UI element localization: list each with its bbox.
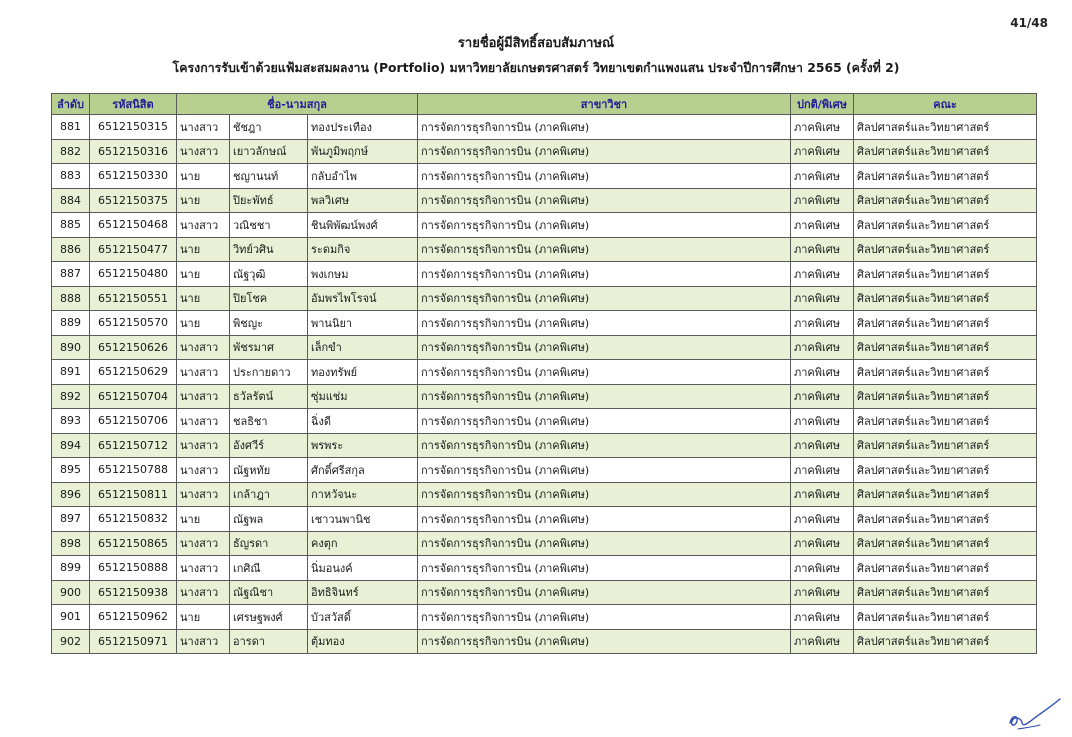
name-prefix-cell: นางสาว — [177, 335, 230, 360]
row-number-cell: 898 — [52, 531, 90, 556]
study-type-cell: ภาคพิเศษ — [791, 409, 854, 434]
program-cell: การจัดการธุรกิจการบิน (ภาคพิเศษ) — [418, 605, 791, 630]
row-number-cell: 886 — [52, 237, 90, 262]
name-prefix-cell: นาย — [177, 262, 230, 287]
last-name-cell: ชินพิพัฒน์พงศ์ — [308, 213, 418, 238]
name-prefix-cell: นาย — [177, 286, 230, 311]
first-name-cell: อารดา — [230, 629, 308, 654]
program-cell: การจัดการธุรกิจการบิน (ภาคพิเศษ) — [418, 115, 791, 140]
study-type-cell: ภาคพิเศษ — [791, 262, 854, 287]
student-id-cell: 6512150570 — [90, 311, 177, 336]
row-number-cell: 887 — [52, 262, 90, 287]
row-number-cell: 894 — [52, 433, 90, 458]
program-cell: การจัดการธุรกิจการบิน (ภาคพิเศษ) — [418, 629, 791, 654]
row-number-cell: 889 — [52, 311, 90, 336]
first-name-cell: วิทย์วศิน — [230, 237, 308, 262]
study-type-cell: ภาคพิเศษ — [791, 188, 854, 213]
study-type-cell: ภาคพิเศษ — [791, 164, 854, 189]
student-id-cell: 6512150629 — [90, 360, 177, 385]
study-type-cell: ภาคพิเศษ — [791, 115, 854, 140]
header-faculty: คณะ — [854, 94, 1037, 115]
faculty-cell: ศิลปศาสตร์และวิทยาศาสตร์ — [854, 286, 1037, 311]
first-name-cell: พัชรมาศ — [230, 335, 308, 360]
table-row — [52, 139, 1037, 164]
program-cell: การจัดการธุรกิจการบิน (ภาคพิเศษ) — [418, 482, 791, 507]
student-id-cell: 6512150626 — [90, 335, 177, 360]
row-number-cell: 888 — [52, 286, 90, 311]
last-name-cell: อิทธิจินทร์ — [308, 580, 418, 605]
program-cell: การจัดการธุรกิจการบิน (ภาคพิเศษ) — [418, 311, 791, 336]
row-number-cell: 895 — [52, 458, 90, 483]
last-name-cell: พงเกษม — [308, 262, 418, 287]
student-id-cell: 6512150375 — [90, 188, 177, 213]
last-name-cell: ตุ้มทอง — [308, 629, 418, 654]
study-type-cell: ภาคพิเศษ — [791, 580, 854, 605]
row-number-cell: 897 — [52, 507, 90, 532]
table-row — [52, 237, 1037, 262]
last-name-cell: กลับอำไพ — [308, 164, 418, 189]
name-prefix-cell: นาย — [177, 188, 230, 213]
faculty-cell: ศิลปศาสตร์และวิทยาศาสตร์ — [854, 605, 1037, 630]
name-prefix-cell: นาย — [177, 605, 230, 630]
first-name-cell: ชัชฎา — [230, 115, 308, 140]
student-id-cell: 6512150551 — [90, 286, 177, 311]
program-cell: การจัดการธุรกิจการบิน (ภาคพิเศษ) — [418, 458, 791, 483]
program-cell: การจัดการธุรกิจการบิน (ภาคพิเศษ) — [418, 262, 791, 287]
name-prefix-cell: นางสาว — [177, 580, 230, 605]
name-prefix-cell: นางสาว — [177, 213, 230, 238]
table-row — [52, 507, 1037, 532]
first-name-cell: ณัฐวุฒิ — [230, 262, 308, 287]
study-type-cell: ภาคพิเศษ — [791, 531, 854, 556]
name-prefix-cell: นางสาว — [177, 360, 230, 385]
study-type-cell: ภาคพิเศษ — [791, 605, 854, 630]
header-type: ปกติ/พิเศษ — [791, 94, 854, 115]
faculty-cell: ศิลปศาสตร์และวิทยาศาสตร์ — [854, 433, 1037, 458]
study-type-cell: ภาคพิเศษ — [791, 458, 854, 483]
faculty-cell: ศิลปศาสตร์และวิทยาศาสตร์ — [854, 409, 1037, 434]
header-no: ลำดับ — [52, 94, 90, 115]
name-prefix-cell: นางสาว — [177, 458, 230, 483]
student-id-cell: 6512150706 — [90, 409, 177, 434]
first-name-cell: พิชญะ — [230, 311, 308, 336]
first-name-cell: ธัญรดา — [230, 531, 308, 556]
page-number: 41/48 — [1010, 16, 1048, 30]
row-number-cell: 891 — [52, 360, 90, 385]
table-row — [52, 531, 1037, 556]
last-name-cell: คงตุก — [308, 531, 418, 556]
table-row — [52, 335, 1037, 360]
name-prefix-cell: นาย — [177, 164, 230, 189]
first-name-cell: ปิยะพัทธ์ — [230, 188, 308, 213]
row-number-cell: 899 — [52, 556, 90, 581]
last-name-cell: นิ่มอนงค์ — [308, 556, 418, 581]
study-type-cell: ภาคพิเศษ — [791, 360, 854, 385]
faculty-cell: ศิลปศาสตร์และวิทยาศาสตร์ — [854, 458, 1037, 483]
study-type-cell: ภาคพิเศษ — [791, 311, 854, 336]
name-prefix-cell: นางสาว — [177, 556, 230, 581]
row-number-cell: 885 — [52, 213, 90, 238]
last-name-cell: เล็กขำ — [308, 335, 418, 360]
first-name-cell: วณิชชา — [230, 213, 308, 238]
table-row — [52, 580, 1037, 605]
document-subtitle: โครงการรับเข้าด้วยแฟ้มสะสมผลงาน (Portfolio) มหาวิทยาลัยเกษตรศาสตร์ วิทยาเขตกำแพงแสน ประจำปีการศึกษา 2565 (ครั้งที่ 2) — [172, 60, 900, 75]
last-name-cell: กาหวัจนะ — [308, 482, 418, 507]
header-student-id: รหัสนิสิต — [90, 94, 177, 115]
faculty-cell: ศิลปศาสตร์และวิทยาศาสตร์ — [854, 213, 1037, 238]
first-name-cell: เกศิณี — [230, 556, 308, 581]
student-id-cell: 6512150832 — [90, 507, 177, 532]
table-row — [52, 605, 1037, 630]
table-row — [52, 164, 1037, 189]
name-prefix-cell: นางสาว — [177, 531, 230, 556]
name-prefix-cell: นาย — [177, 507, 230, 532]
study-type-cell: ภาคพิเศษ — [791, 629, 854, 654]
program-cell: การจัดการธุรกิจการบิน (ภาคพิเศษ) — [418, 360, 791, 385]
student-id-cell: 6512150316 — [90, 139, 177, 164]
last-name-cell: พรพระ — [308, 433, 418, 458]
study-type-cell: ภาคพิเศษ — [791, 556, 854, 581]
table-header-row — [52, 94, 1037, 115]
program-cell: การจัดการธุรกิจการบิน (ภาคพิเศษ) — [418, 286, 791, 311]
table-body — [52, 115, 1037, 654]
table-row — [52, 286, 1037, 311]
student-id-cell: 6512150788 — [90, 458, 177, 483]
faculty-cell: ศิลปศาสตร์และวิทยาศาสตร์ — [854, 531, 1037, 556]
last-name-cell: ทองทรัพย์ — [308, 360, 418, 385]
table-row — [52, 213, 1037, 238]
faculty-cell: ศิลปศาสตร์และวิทยาศาสตร์ — [854, 311, 1037, 336]
study-type-cell: ภาคพิเศษ — [791, 335, 854, 360]
first-name-cell: อังศวีร์ — [230, 433, 308, 458]
student-id-cell: 6512150330 — [90, 164, 177, 189]
last-name-cell: พลวิเศษ — [308, 188, 418, 213]
row-number-cell: 896 — [52, 482, 90, 507]
first-name-cell: ปิยโชค — [230, 286, 308, 311]
table-row — [52, 629, 1037, 654]
student-id-cell: 6512150938 — [90, 580, 177, 605]
row-number-cell: 892 — [52, 384, 90, 409]
table-row — [52, 262, 1037, 287]
name-prefix-cell: นางสาว — [177, 409, 230, 434]
student-id-cell: 6512150962 — [90, 605, 177, 630]
faculty-cell: ศิลปศาสตร์และวิทยาศาสตร์ — [854, 164, 1037, 189]
student-id-cell: 6512150480 — [90, 262, 177, 287]
program-cell: การจัดการธุรกิจการบิน (ภาคพิเศษ) — [418, 384, 791, 409]
name-prefix-cell: นางสาว — [177, 482, 230, 507]
row-number-cell: 893 — [52, 409, 90, 434]
first-name-cell: ประกายดาว — [230, 360, 308, 385]
program-cell: การจัดการธุรกิจการบิน (ภาคพิเศษ) — [418, 164, 791, 189]
first-name-cell: ณัฐพล — [230, 507, 308, 532]
table-row — [52, 115, 1037, 140]
study-type-cell: ภาคพิเศษ — [791, 213, 854, 238]
last-name-cell: เชาวนพานิช — [308, 507, 418, 532]
row-number-cell: 883 — [52, 164, 90, 189]
program-cell: การจัดการธุรกิจการบิน (ภาคพิเศษ) — [418, 213, 791, 238]
row-number-cell: 900 — [52, 580, 90, 605]
first-name-cell: ชญานนท์ — [230, 164, 308, 189]
header-program: สาขาวิชา — [418, 94, 791, 115]
table-row — [52, 311, 1037, 336]
name-prefix-cell: นางสาว — [177, 115, 230, 140]
row-number-cell: 901 — [52, 605, 90, 630]
student-id-cell: 6512150712 — [90, 433, 177, 458]
study-type-cell: ภาคพิเศษ — [791, 482, 854, 507]
faculty-cell: ศิลปศาสตร์และวิทยาศาสตร์ — [854, 335, 1037, 360]
student-id-cell: 6512150704 — [90, 384, 177, 409]
document-title: รายชื่อผู้มีสิทธิ์สอบสัมภาษณ์ — [457, 36, 615, 51]
signature-mark — [992, 693, 1062, 733]
table-row — [52, 188, 1037, 213]
student-id-cell: 6512150865 — [90, 531, 177, 556]
first-name-cell: เกล้าฎา — [230, 482, 308, 507]
first-name-cell: ณัฐณิชา — [230, 580, 308, 605]
study-type-cell: ภาคพิเศษ — [791, 237, 854, 262]
student-id-cell: 6512150477 — [90, 237, 177, 262]
program-cell: การจัดการธุรกิจการบิน (ภาคพิเศษ) — [418, 188, 791, 213]
last-name-cell: ระดมกิจ — [308, 237, 418, 262]
study-type-cell: ภาคพิเศษ — [791, 507, 854, 532]
name-prefix-cell: นางสาว — [177, 384, 230, 409]
study-type-cell: ภาคพิเศษ — [791, 384, 854, 409]
faculty-cell: ศิลปศาสตร์และวิทยาศาสตร์ — [854, 482, 1037, 507]
row-number-cell: 881 — [52, 115, 90, 140]
last-name-cell: บัวสวัสดิ์ — [308, 605, 418, 630]
student-id-cell: 6512150971 — [90, 629, 177, 654]
faculty-cell: ศิลปศาสตร์และวิทยาศาสตร์ — [854, 507, 1037, 532]
last-name-cell: ฉิ่งดี — [308, 409, 418, 434]
table-row — [52, 458, 1037, 483]
last-name-cell: อัมพรไพโรจน์ — [308, 286, 418, 311]
last-name-cell: ศักดิ์ศรีสกุล — [308, 458, 418, 483]
faculty-cell: ศิลปศาสตร์และวิทยาศาสตร์ — [854, 115, 1037, 140]
program-cell: การจัดการธุรกิจการบิน (ภาคพิเศษ) — [418, 580, 791, 605]
student-id-cell: 6512150468 — [90, 213, 177, 238]
last-name-cell: พันภูมิพฤกษ์ — [308, 139, 418, 164]
program-cell: การจัดการธุรกิจการบิน (ภาคพิเศษ) — [418, 556, 791, 581]
program-cell: การจัดการธุรกิจการบิน (ภาคพิเศษ) — [418, 531, 791, 556]
table-row — [52, 482, 1037, 507]
first-name-cell: เยาวลักษณ์ — [230, 139, 308, 164]
program-cell: การจัดการธุรกิจการบิน (ภาคพิเศษ) — [418, 507, 791, 532]
name-prefix-cell: นางสาว — [177, 139, 230, 164]
name-prefix-cell: นางสาว — [177, 433, 230, 458]
faculty-cell: ศิลปศาสตร์และวิทยาศาสตร์ — [854, 139, 1037, 164]
row-number-cell: 884 — [52, 188, 90, 213]
name-prefix-cell: นางสาว — [177, 629, 230, 654]
header-name: ชื่อ-นามสกุล — [177, 94, 418, 115]
student-id-cell: 6512150811 — [90, 482, 177, 507]
candidate-table — [51, 93, 1037, 654]
faculty-cell: ศิลปศาสตร์และวิทยาศาสตร์ — [854, 360, 1037, 385]
first-name-cell: ชลธิชา — [230, 409, 308, 434]
study-type-cell: ภาคพิเศษ — [791, 139, 854, 164]
last-name-cell: ทองประเทือง — [308, 115, 418, 140]
table-row — [52, 384, 1037, 409]
program-cell: การจัดการธุรกิจการบิน (ภาคพิเศษ) — [418, 237, 791, 262]
faculty-cell: ศิลปศาสตร์และวิทยาศาสตร์ — [854, 384, 1037, 409]
faculty-cell: ศิลปศาสตร์และวิทยาศาสตร์ — [854, 629, 1037, 654]
last-name-cell: ซุ่มแช่ม — [308, 384, 418, 409]
program-cell: การจัดการธุรกิจการบิน (ภาคพิเศษ) — [418, 335, 791, 360]
last-name-cell: พานนิยา — [308, 311, 418, 336]
program-cell: การจัดการธุรกิจการบิน (ภาคพิเศษ) — [418, 139, 791, 164]
faculty-cell: ศิลปศาสตร์และวิทยาศาสตร์ — [854, 556, 1037, 581]
faculty-cell: ศิลปศาสตร์และวิทยาศาสตร์ — [854, 188, 1037, 213]
first-name-cell: ณัฐหทัย — [230, 458, 308, 483]
first-name-cell: เศรษฐพงศ์ — [230, 605, 308, 630]
table-row — [52, 556, 1037, 581]
program-cell: การจัดการธุรกิจการบิน (ภาคพิเศษ) — [418, 433, 791, 458]
faculty-cell: ศิลปศาสตร์และวิทยาศาสตร์ — [854, 237, 1037, 262]
first-name-cell: ธวัลรัตน์ — [230, 384, 308, 409]
study-type-cell: ภาคพิเศษ — [791, 286, 854, 311]
name-prefix-cell: นาย — [177, 311, 230, 336]
table-row — [52, 409, 1037, 434]
faculty-cell: ศิลปศาสตร์และวิทยาศาสตร์ — [854, 262, 1037, 287]
row-number-cell: 890 — [52, 335, 90, 360]
table-row — [52, 433, 1037, 458]
table-row — [52, 360, 1037, 385]
program-cell: การจัดการธุรกิจการบิน (ภาคพิเศษ) — [418, 409, 791, 434]
name-prefix-cell: นาย — [177, 237, 230, 262]
faculty-cell: ศิลปศาสตร์และวิทยาศาสตร์ — [854, 580, 1037, 605]
row-number-cell: 882 — [52, 139, 90, 164]
student-id-cell: 6512150888 — [90, 556, 177, 581]
student-id-cell: 6512150315 — [90, 115, 177, 140]
row-number-cell: 902 — [52, 629, 90, 654]
study-type-cell: ภาคพิเศษ — [791, 433, 854, 458]
